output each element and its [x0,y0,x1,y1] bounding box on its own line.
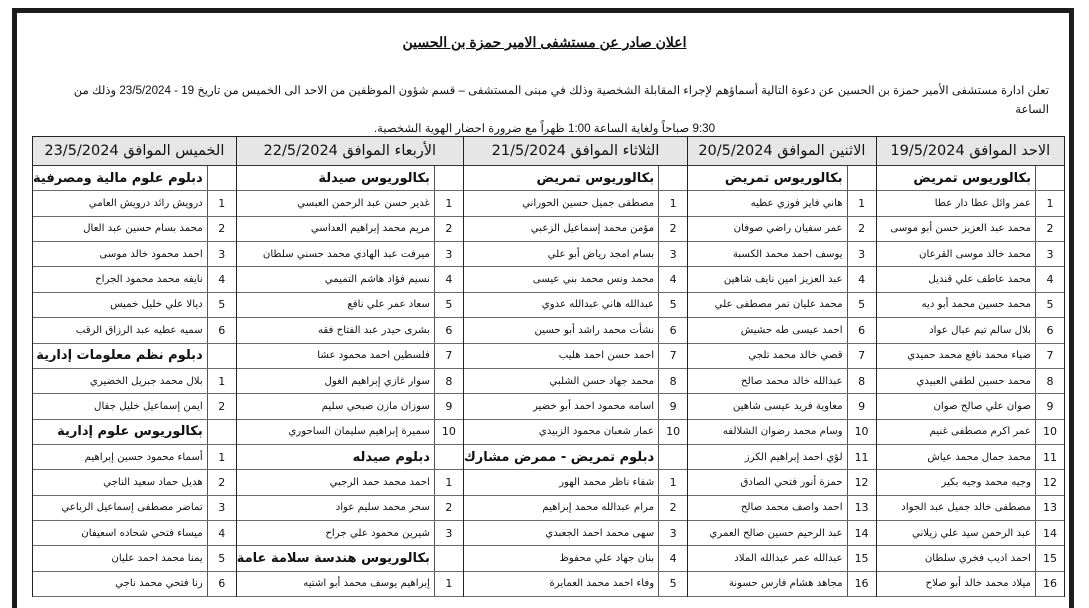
candidate-row [688,572,875,597]
candidate-name: غدير حسن عبد الرحمن العبسي [297,198,430,210]
row-number: 12 [847,470,876,494]
candidate-row [464,394,687,419]
candidate-name: وجيه محمد وجيه بكير [941,476,1031,488]
program-name: بكالوريوس علوم إدارية [57,424,203,440]
row-number [658,445,687,469]
candidate-name: محمد عاطف علي قنديل [928,274,1031,286]
row-number [1035,166,1064,190]
row-number [207,166,236,190]
candidate-row [464,318,687,343]
program-name: بكالوريوس تمريض [724,170,843,186]
candidate-row [237,496,463,521]
candidate-name: سوزان مازن صبحي سليم [321,400,430,412]
row-number: 7 [658,344,687,368]
candidate-row [237,293,463,318]
candidate-name: بسام امجد رياض أبو علي [547,248,655,260]
candidate-row [33,267,236,292]
row-number: 11 [1035,445,1064,469]
candidate-row [464,420,687,445]
candidate-row [237,267,463,292]
program-name: بكالوريوس صيدلة [318,170,430,186]
row-number: 7 [847,344,876,368]
announcement-intro [40,81,1049,138]
candidate-row [33,521,236,546]
candidate-row [464,521,687,546]
announcement-title: اعلان صادر عن مستشفى الامير حمزة بن الحسين [402,34,687,50]
row-number: 16 [847,572,876,596]
candidate-name: سوار غازي إبراهيم الغول [324,375,430,387]
candidate-row [237,521,463,546]
row-number: 3 [847,242,876,266]
program-section-row [464,445,687,470]
candidate-row [33,369,236,394]
candidate-name: احمد واصف محمد صالح [740,502,843,514]
row-number: 10 [658,420,687,444]
row-number: 8 [434,369,463,393]
intro-line-2: 9:30 صباحاً ولغاية الساعة 1:00 ظهراً مع ضرورة احضار الهوية الشخصية. [373,122,716,135]
row-number: 7 [434,344,463,368]
candidate-name: عبدالله خالد محمد صالح [741,375,843,387]
row-number: 6 [207,318,236,342]
candidate-name: وسام محمد رضوان الشلالفه [722,426,843,438]
candidate-row [688,293,875,318]
row-number: 16 [1035,572,1064,596]
candidate-row [464,242,687,267]
candidate-row [237,369,463,394]
row-number [434,166,463,190]
candidate-name: مريم محمد إبراهيم العداسي [310,223,430,235]
candidate-name: عبدالله عمر عبدالله الملاد [734,552,843,564]
row-number: 4 [658,546,687,570]
day-column [463,137,687,597]
row-number [207,420,236,444]
program-section-row [33,344,236,369]
row-number: 5 [847,293,876,317]
row-number: 4 [658,267,687,291]
candidate-row [688,546,875,571]
candidate-name: محمد عبد العزيز حسن أبو موسى [890,223,1031,235]
program-section-row [464,166,687,191]
candidate-name: بلال سالم تيم عبال عواد [929,324,1031,336]
candidate-row [33,394,236,419]
candidate-name: سهى محمد احمد الجعبدي [545,527,655,539]
row-number: 4 [207,521,236,545]
candidate-name: احمد حسن احمد هليب [558,350,655,362]
row-number: 1 [434,191,463,215]
row-number: 8 [658,369,687,393]
row-number: 3 [658,521,687,545]
row-number: 6 [1035,318,1064,342]
program-name: دبلوم نظم معلومات إدارية [36,348,203,364]
candidate-name: محمد ونس محمد بني عيسى [532,274,655,286]
day-column [236,137,463,597]
candidate-name: محمد جهاد حسن الشلبي [549,375,655,387]
candidate-row [464,267,687,292]
program-section-row [877,166,1064,191]
row-number: 15 [1035,546,1064,570]
row-number: 1 [434,572,463,596]
candidate-name: سحر محمد سليم عواد [335,502,430,514]
candidate-name: سميه عطيه عبد الرزاق الرقب [75,324,203,336]
row-number: 3 [207,496,236,520]
row-number: 4 [1035,267,1064,291]
row-number: 3 [658,242,687,266]
row-number: 1 [658,470,687,494]
row-number: 2 [207,394,236,418]
candidate-name: ميرفت عبد الهادي محمد حسني سلطان [262,248,430,260]
day-column [32,137,236,597]
candidate-row [688,394,875,419]
candidate-name: مجاهد هشام فارس حسونة [728,578,843,590]
row-number: 9 [434,394,463,418]
row-number: 14 [847,521,876,545]
candidate-name: سعاد عمر علي نافع [347,299,430,311]
row-number: 1 [658,191,687,215]
candidate-name: شيرين محمود علي جراح [325,527,430,539]
row-number: 5 [207,546,236,570]
day-header: الاحد الموافق 19/5/2024 [877,137,1064,166]
candidate-name: احمد محمود خالد موسى [99,248,203,260]
candidate-row [33,445,236,470]
program-section-row [237,445,463,470]
program-name: بكالوريوس تمريض [913,170,1031,186]
candidate-row [877,572,1064,597]
candidate-row [237,470,463,495]
row-number: 5 [658,293,687,317]
candidate-row [464,369,687,394]
program-name: دبلوم علوم مالية ومصرفية [33,170,203,186]
day-header: الثلاثاء الموافق 21/5/2024 [464,137,687,166]
candidate-name: قصي خالد محمد تلجي [748,350,843,362]
candidate-name: حمزة أنور فتحي الصادق [740,476,843,488]
candidate-name: مصطفى خالد جميل عبد الجواد [901,502,1031,514]
row-number: 1 [207,191,236,215]
candidate-row [464,217,687,242]
candidate-name: محمد خالد موسى القرعان [919,248,1031,260]
row-number [658,166,687,190]
row-number: 6 [207,572,236,596]
candidate-name: نايفه محمد محمود الجراح [95,274,203,286]
candidate-row [688,242,875,267]
candidate-name: بشرى حيدر عبد الفتاح فقه [317,324,430,336]
row-number: 14 [1035,521,1064,545]
row-number: 2 [434,217,463,241]
candidate-row [688,344,875,369]
candidate-row [877,191,1064,216]
row-number: 3 [1035,242,1064,266]
candidate-row [464,572,687,597]
row-number: 4 [207,267,236,291]
candidate-row [877,420,1064,445]
candidate-row [33,470,236,495]
candidate-name: عمر وائل عطا دار عطا [934,198,1031,210]
row-number [434,546,463,570]
row-number: 2 [434,496,463,520]
candidate-row [688,191,875,216]
candidate-name: احمد اديب فخري سلطان [924,552,1031,564]
candidate-name: ضياء محمد نافع محمد حميدي [907,350,1031,362]
row-number: 5 [434,293,463,317]
row-number: 6 [658,318,687,342]
candidate-name: احمد محمد حمد الرجبي [329,476,430,488]
candidate-row [688,267,875,292]
candidate-name: نشأت محمد راشد أبو حسين [534,324,655,336]
candidate-row [237,242,463,267]
candidate-row [688,318,875,343]
candidate-name: اسامه محمود احمد أبو خضير [532,400,655,412]
candidate-row [688,496,875,521]
candidate-row [33,496,236,521]
program-name: دبلوم تمريض - ممرض مشارك [463,449,655,465]
candidate-name: محمد بسام حسين عبد العال [83,223,203,235]
day-column [876,137,1065,597]
row-number: 1 [847,191,876,215]
day-header: الخميس الموافق 23/5/2024 [33,137,236,166]
row-number: 5 [207,293,236,317]
candidate-name: ديالا علي خليل خميس [110,299,203,311]
candidate-name: ميساء فتحي شحاده اسعيفان [81,527,203,539]
row-number: 6 [847,318,876,342]
candidate-name: نسيم فؤاد هاشم التميمي [324,274,430,286]
candidate-name: رنا فتحي محمد ناجي [115,578,203,590]
candidate-row [877,267,1064,292]
program-section-row [237,166,463,191]
candidate-name: إبراهيم يوسف محمد أبو اشتيه [303,578,430,590]
candidate-name: مؤمن محمد إسماعيل الزعبي [530,223,655,235]
row-number: 2 [658,496,687,520]
candidate-row [237,318,463,343]
row-number: 1 [1035,191,1064,215]
row-number: 8 [847,369,876,393]
row-number: 3 [207,242,236,266]
candidate-row [877,318,1064,343]
candidate-name: عمر اكرم مصطفى غنيم [929,426,1031,438]
candidate-row [877,496,1064,521]
program-section-row [33,420,236,445]
row-number: 10 [434,420,463,444]
candidate-name: هاني فايز فوزي عطيه [750,198,843,210]
candidate-row [464,470,687,495]
row-number: 2 [658,217,687,241]
row-number: 9 [1035,394,1064,418]
candidate-row [877,293,1064,318]
candidate-name: فلسطين احمد محمود عشا [317,350,430,362]
candidate-name: عبدالله هاني عبدالله عدوي [541,299,655,311]
candidate-row [33,217,236,242]
candidate-row [877,445,1064,470]
candidate-name: بنان جهاد علي محفوظ [559,552,655,564]
candidate-row [877,242,1064,267]
candidate-row [688,470,875,495]
row-number: 9 [847,394,876,418]
candidate-row [237,572,463,597]
candidate-row [237,420,463,445]
row-number: 13 [847,496,876,520]
candidate-row [877,394,1064,419]
candidate-name: تماضر مصطفى إسماعيل الرباعي [61,502,203,514]
candidate-name: شفاء ناظر محمد الهور [559,476,655,488]
candidate-name: عبد العزيز امين نايف شاهين [723,274,843,286]
candidate-name: يمنا محمد احمد عليان [111,552,203,564]
candidate-row [237,191,463,216]
row-number: 12 [1035,470,1064,494]
candidate-name: عمار شعبان محمود الزبيدي [538,426,655,438]
candidate-row [688,420,875,445]
candidate-row [464,496,687,521]
row-number: 3 [434,242,463,266]
row-number: 1 [207,445,236,469]
row-number: 1 [207,369,236,393]
row-number: 5 [658,572,687,596]
candidate-row [237,344,463,369]
program-section-row [237,546,463,571]
candidate-name: معاوية فريد عيسى شاهين [732,400,843,412]
candidate-row [464,191,687,216]
row-number: 1 [434,470,463,494]
candidate-row [877,217,1064,242]
candidate-name: درويش رائد درويش العامي [88,198,203,210]
program-section-row [33,166,236,191]
candidate-name: عبد الرحيم حسين صالح العمري [709,527,843,539]
program-section-row [688,166,875,191]
candidate-row [33,191,236,216]
candidate-row [33,572,236,597]
candidate-name: عبد الرحمن سيد علي زيلاني [911,527,1031,539]
candidate-row [33,546,236,571]
program-name: بكالوريوس تمريض [536,170,655,186]
candidate-name: ميلاد محمد خالد أبو صلاح [925,578,1031,590]
candidate-name: مرام عبدالله محمد إبراهيم [542,502,655,514]
row-number: 9 [658,394,687,418]
intro-line-1: تعلن ادارة مستشفى الأمير حمزة بن الحسين عن دعوة التالية أسماؤهم لإجراء المقابلة الشخصية وذلك في مبنى المستشفى – قسم شؤون الموظفين من الاحد الى الخميس من تاريخ 19 - 23/5/2024 وذلك من الساعة [73,84,1049,116]
candidate-row [877,521,1064,546]
row-number: 2 [847,217,876,241]
candidate-row [33,242,236,267]
candidate-row [877,344,1064,369]
candidate-row [688,217,875,242]
candidate-row [877,470,1064,495]
program-name: بكالوريوس هندسة سلامة عامة [236,550,430,566]
candidate-row [688,521,875,546]
row-number: 10 [847,420,876,444]
candidate-name: سميرة إبراهيم سليمان الساحوري [288,426,430,438]
row-number: 5 [1035,293,1064,317]
row-number: 8 [1035,369,1064,393]
candidate-name: أسماء محمود حسين إبراهيم [84,451,203,463]
row-number: 2 [207,217,236,241]
program-name: دبلوم صيدله [352,449,430,465]
candidate-name: محمد حسين محمد أبو ديه [921,299,1031,311]
candidate-name: وفاء احمد محمد العمايرة [549,578,655,590]
candidate-name: محمد حسين لطفي العبيدي [916,375,1031,387]
candidate-name: صوان علي صالح صوان [933,400,1031,412]
candidate-name: محمد عليان تمر مصطفى علي [714,299,843,311]
row-number: 4 [847,267,876,291]
candidate-row [464,344,687,369]
candidate-name: لؤي احمد إبراهيم الكرز [744,451,843,463]
candidate-name: ايمن إسماعيل خليل جفال [94,400,203,412]
row-number [847,166,876,190]
row-number: 15 [847,546,876,570]
row-number: 7 [1035,344,1064,368]
candidate-row [237,217,463,242]
row-number: 4 [434,267,463,291]
candidate-row [688,369,875,394]
candidate-row [877,546,1064,571]
row-number: 10 [1035,420,1064,444]
candidate-name: محمد جمال محمد عياش [927,451,1031,463]
candidate-row [237,394,463,419]
row-number: 13 [1035,496,1064,520]
row-number: 11 [847,445,876,469]
candidate-name: يوسف احمد محمد الكسبة [732,248,843,260]
candidate-row [877,369,1064,394]
candidate-name: هديل حماد سعيد الناجي [103,476,203,488]
candidate-row [33,293,236,318]
row-number: 6 [434,318,463,342]
day-column [687,137,875,597]
row-number: 2 [207,470,236,494]
interview-schedule-table [32,136,1065,597]
day-header: الأربعاء الموافق 22/5/2024 [237,137,463,166]
candidate-row [464,293,687,318]
candidate-name: مصطفى جميل حسين الحوراني [522,198,655,210]
candidate-row [688,445,875,470]
candidate-name: احمد عيسى طه حشيش [740,324,843,336]
row-number [434,445,463,469]
candidate-name: عمر سفيان راضي صوفان [733,223,843,235]
candidate-name: بلال محمد جبريل الخضيري [89,375,203,387]
row-number: 3 [434,521,463,545]
candidate-row [33,318,236,343]
row-number [207,344,236,368]
day-header: الاثنين الموافق 20/5/2024 [688,137,875,166]
row-number: 2 [1035,217,1064,241]
candidate-row [464,546,687,571]
